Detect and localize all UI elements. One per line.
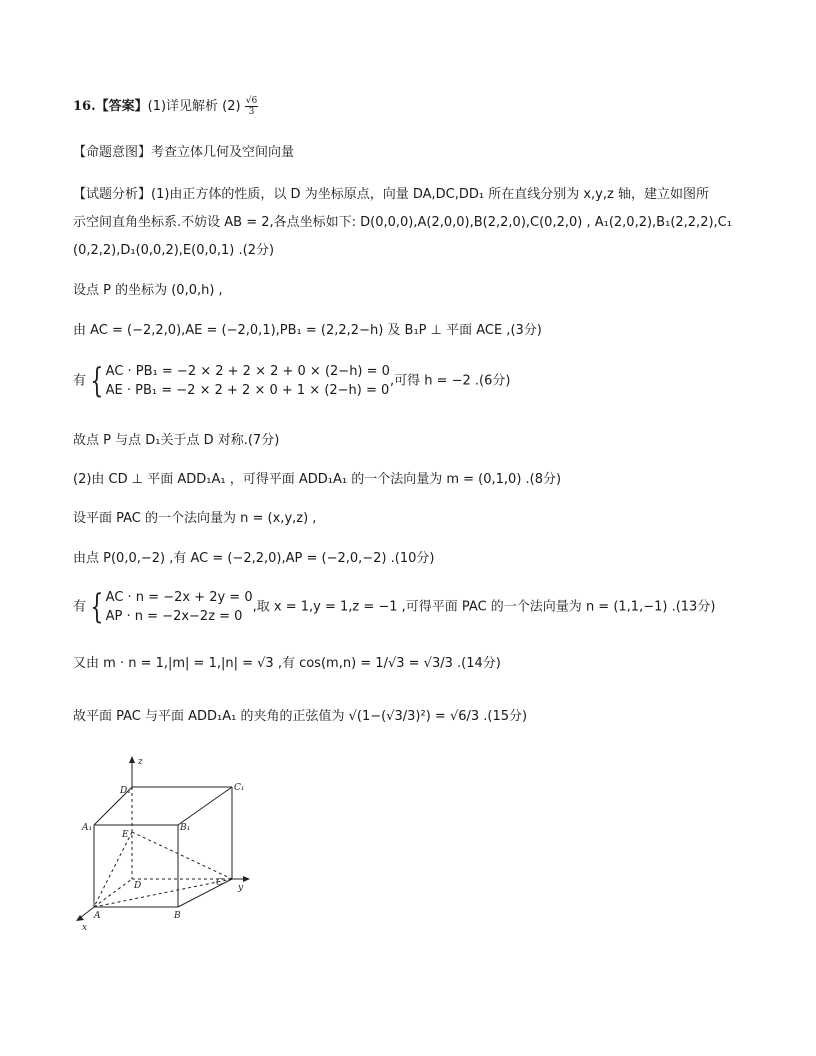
system-2-eq2: AP · n = −2x−2z = 0 — [105, 609, 243, 624]
z-arrow — [129, 756, 135, 763]
system-2-line — [73, 588, 715, 626]
analysis-line-1: 【试题分析】(1)由正方体的性质，以 D 为坐标原点，向量 DA,DC,DD₁ 所在直线分别为 x,y,z 轴，建立如图所 — [73, 187, 709, 202]
analysis-line-2: 示空间直角坐标系.不妨设 AB = 2,各点坐标如下: D(0,0,0),A(2,0,0),B(2,2,0),C(0,2,0) , A₁(2,0,2),B₁(2,2,2),C₁ — [73, 215, 732, 230]
label-b1: B₁ — [180, 823, 191, 833]
question-number: 16.【答案】 — [73, 99, 148, 114]
edge-b1c1 — [178, 787, 232, 825]
label-c: C — [216, 878, 223, 888]
system-1-prefix: 有 — [73, 373, 87, 389]
label-a1: A₁ — [82, 823, 93, 833]
p-coordinate-line: 设点 P 的坐标为 (0,0,h) , — [73, 283, 223, 298]
label-x: x — [82, 923, 88, 932]
label-a: A — [94, 911, 101, 921]
system-1-eq2: AE · PB₁ = −2 × 2 + 2 × 0 + 1 × (2−h) = 0 — [105, 383, 390, 398]
segment-ec — [132, 832, 232, 879]
answer-line — [73, 96, 258, 117]
label-z: z — [138, 757, 143, 767]
analysis-line-3: (0,2,2),D₁(0,0,2),E(0,0,1) .(2分) — [73, 243, 275, 258]
system-2 — [106, 588, 253, 626]
segment-ac — [94, 879, 232, 907]
label-y: y — [238, 883, 244, 893]
label-c1: C₁ — [234, 783, 245, 793]
part-2-line: (2)由 CD ⊥ 平面 ADD₁A₁ ，可得平面 ADD₁A₁ 的一个法向量为 m = (0,1,0) .(8分) — [73, 472, 562, 487]
system-2-brace: { — [90, 587, 104, 627]
system-1-tail: ,可得 h = −2 .(6分) — [389, 373, 511, 389]
label-d1: D₁ — [120, 786, 131, 796]
cube-figure — [70, 752, 250, 932]
system-2-eq1: AC · n = −2x + 2y = 0 — [105, 590, 253, 605]
system-2-tail: ,取 x = 1,y = 1,z = −1 ,可得平面 PAC 的一个法向量为 n = (1,1,−1) .(13分) — [252, 599, 716, 615]
system-1 — [106, 362, 390, 400]
label-e: E — [122, 830, 129, 840]
y-arrow — [243, 876, 250, 882]
x-axis — [80, 907, 94, 918]
cosine-line: 又由 m · n = 1,|m| = 1,|n| = √3 ,有 cos(m,n) = 1/√3 = √3/3 .(14分) — [73, 656, 501, 671]
label-b: B — [174, 911, 181, 921]
answer-text: (1)详见解析 (2) — [147, 99, 241, 114]
vectors-line: 由 AC = (−2,2,0),AE = (−2,0,1),PB₁ = (2,2,2−h) 及 B₁P ⊥ 平面 ACE ,(3分) — [73, 323, 542, 338]
symmetry-line: 故点 P 与点 D₁关于点 D 对称.(7分) — [73, 433, 280, 448]
edge-bc — [178, 879, 232, 907]
normal-vector-line: 设平面 PAC 的一个法向量为 n = (x,y,z) , — [73, 511, 317, 526]
system-1-eq1: AC · PB₁ = −2 × 2 + 2 × 2 + 0 × (2−h) = 0 — [105, 364, 390, 379]
final-answer-line: 故平面 PAC 与平面 ADD₁A₁ 的夹角的正弦值为 √(1−(√3/3)²) = √6/3 .(15分) — [73, 709, 528, 724]
system-1-brace: { — [90, 361, 104, 401]
intent-line: 【命题意图】考查立体几何及空间向量 — [73, 145, 295, 160]
segment-ea — [94, 832, 132, 907]
point-p-line: 由点 P(0,0,−2) ,有 AC = (−2,2,0),AP = (−2,0,−2) .(10分) — [73, 551, 435, 566]
label-d: D — [134, 881, 142, 891]
answer-fraction: $\frac{√6}{3}$ — [245, 96, 258, 117]
system-2-prefix: 有 — [73, 599, 87, 615]
system-1-line — [73, 362, 510, 400]
